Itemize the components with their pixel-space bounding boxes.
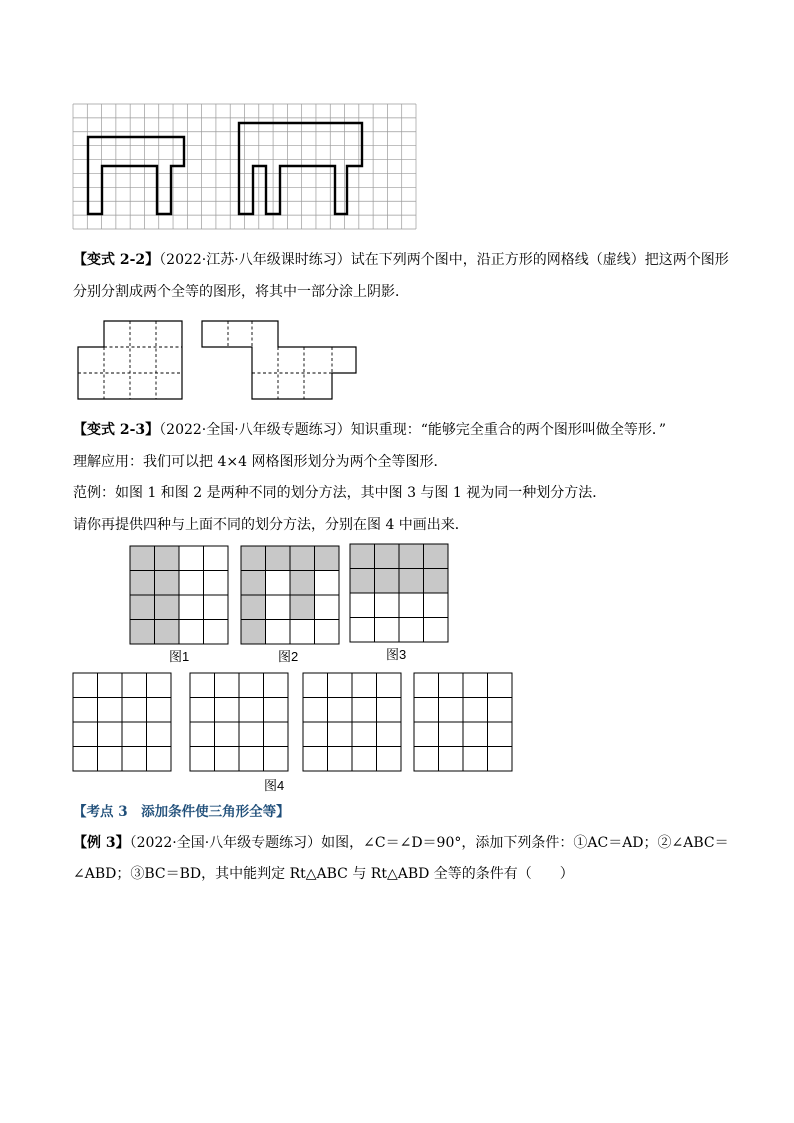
grid-cell[interactable] (488, 747, 513, 772)
grid-cell[interactable] (190, 673, 215, 698)
v23-line4: 请你再提供四种与上面不同的划分方法，分别在图 4 中画出来． (73, 517, 469, 533)
grid-cell (424, 618, 449, 643)
grid-cell[interactable] (239, 673, 264, 698)
grid-cell[interactable] (98, 673, 123, 698)
grid-cell[interactable] (463, 673, 488, 698)
grid-cell (315, 546, 340, 571)
kaodian-3-heading: 【考点 3 添加条件使三角形全等】 (73, 804, 290, 820)
figure-3-grid (349, 543, 449, 643)
grid-cell[interactable] (463, 698, 488, 723)
grid-cell (375, 618, 400, 643)
grid-cell (399, 618, 424, 643)
grid-cell (179, 546, 204, 571)
v22-text1: 试在下列两个图中，沿正方形的网格线（虚线）把这两个图形 (350, 252, 729, 268)
grid-cell (130, 620, 155, 645)
figure-4-grid-3[interactable] (302, 672, 402, 772)
grid-cell[interactable] (352, 673, 377, 698)
grid-cell (130, 595, 155, 620)
dashed-shape-left (76, 321, 184, 401)
grid-cell (179, 620, 204, 645)
grid-cell (241, 546, 266, 571)
grid-cell (424, 544, 449, 569)
grid-cell (266, 595, 291, 620)
grid-cell[interactable] (264, 673, 289, 698)
example3-text-a: 如图，∠C＝∠D＝90°，添加下列条件：①AC＝AD；②∠ABC＝ (321, 835, 729, 851)
grid-cell[interactable] (73, 698, 98, 723)
grid-cell (241, 620, 266, 645)
grid-cell[interactable] (73, 747, 98, 772)
grid-cell[interactable] (122, 698, 147, 723)
grid-cell (155, 595, 180, 620)
figure-3-caption: 图3 (386, 647, 407, 662)
grid-cell[interactable] (215, 673, 240, 698)
grid-cell[interactable] (98, 747, 123, 772)
grid-cell[interactable] (215, 722, 240, 747)
grid-cell (179, 571, 204, 596)
grid-cell (399, 569, 424, 594)
grid-cell[interactable] (215, 698, 240, 723)
grid-cell (290, 571, 315, 596)
grid-cell[interactable] (264, 698, 289, 723)
grid-cell (424, 593, 449, 618)
grid-cell[interactable] (328, 747, 353, 772)
grid-cell[interactable] (122, 673, 147, 698)
grid-cell[interactable] (98, 722, 123, 747)
grid-cell[interactable] (73, 673, 98, 698)
grid-cell (375, 544, 400, 569)
grid-cell (266, 546, 291, 571)
grid-cell (155, 546, 180, 571)
grid-cell (424, 569, 449, 594)
shape-right-outline (239, 123, 362, 214)
grid-cell[interactable] (303, 698, 328, 723)
figure-4-caption: 图4 (264, 778, 285, 793)
example3-line1 (73, 833, 729, 853)
grid-cell (350, 569, 375, 594)
grid-cell (315, 620, 340, 645)
grid-cell[interactable] (239, 747, 264, 772)
shape-left-outline (88, 137, 184, 214)
v23-line3: 范例：如图 1 和图 2 是两种不同的划分方法，其中图 3 与图 1 视为同一种划分方法． (73, 485, 607, 501)
v23-text1: 知识重现：“能够完全重合的两个图形叫做全等形．” (350, 422, 667, 438)
grid-cell[interactable] (352, 698, 377, 723)
grid-cell (241, 571, 266, 596)
grid-cell[interactable] (328, 698, 353, 723)
grid-cell[interactable] (190, 698, 215, 723)
grid-cell[interactable] (414, 673, 439, 698)
grid-cell (350, 544, 375, 569)
example3-source: （2022·全国·八年级专题练习） (129, 835, 322, 851)
grid-cell (266, 571, 291, 596)
example3-line2: ∠ABD；③BC＝BD，其中能判定 Rt△ABC 与 Rt△ABD 全等的条件有（ ） (73, 866, 574, 882)
v23-line2: 理解应用：我们可以把 4×4 网格图形划分为两个全等图形． (73, 454, 448, 470)
figure-2-grid (240, 545, 340, 645)
grid-cell[interactable] (439, 698, 464, 723)
grid-cell[interactable] (147, 722, 172, 747)
grid-cell[interactable] (147, 747, 172, 772)
v23-line1 (73, 420, 666, 440)
grid-cell (315, 571, 340, 596)
grid-cell[interactable] (98, 698, 123, 723)
grid-cell[interactable] (190, 722, 215, 747)
v23-tag: 【变式 2-3】 (73, 422, 160, 438)
grid-cell[interactable] (439, 722, 464, 747)
v22-tag: 【变式 2-2】 (73, 252, 160, 268)
v22-source: （2022·江苏·八年级课时练习） (159, 252, 351, 268)
grid-cell (155, 571, 180, 596)
grid-cell[interactable] (303, 673, 328, 698)
grid-cell[interactable] (463, 722, 488, 747)
figure-4-grid-1[interactable] (72, 672, 172, 772)
grid-cell[interactable] (352, 722, 377, 747)
grid-cell[interactable] (414, 698, 439, 723)
grid-cell[interactable] (328, 673, 353, 698)
grid-cell[interactable] (377, 698, 402, 723)
grid-cell[interactable] (122, 747, 147, 772)
grid-cell[interactable] (264, 747, 289, 772)
grid-cell[interactable] (414, 747, 439, 772)
grid-cell[interactable] (439, 673, 464, 698)
grid-cell[interactable] (488, 698, 513, 723)
grid-figure-shapes (73, 104, 418, 231)
grid-cell (204, 546, 229, 571)
v22-line2: 分别分割成两个全等的图形，将其中一部分涂上阴影． (73, 284, 409, 300)
grid-cell (375, 569, 400, 594)
grid-cell[interactable] (147, 698, 172, 723)
grid-cell[interactable] (352, 747, 377, 772)
grid-cell (350, 618, 375, 643)
grid-cell (375, 593, 400, 618)
grid-cell (130, 571, 155, 596)
grid-cell (266, 620, 291, 645)
grid-cell (399, 544, 424, 569)
grid-cell (350, 593, 375, 618)
grid-cell (204, 571, 229, 596)
grid-cell[interactable] (190, 747, 215, 772)
grid-cell (204, 595, 229, 620)
v23-source: （2022·全国·八年级专题练习） (159, 422, 351, 438)
grid-cell (290, 546, 315, 571)
grid-cell[interactable] (303, 722, 328, 747)
grid-cell[interactable] (328, 722, 353, 747)
figure-4-grid-2[interactable] (189, 672, 289, 772)
grid-cell[interactable] (239, 698, 264, 723)
grid-cell (204, 620, 229, 645)
grid-cell (290, 595, 315, 620)
grid-cell (290, 620, 315, 645)
grid-cell[interactable] (377, 673, 402, 698)
grid-cell[interactable] (264, 722, 289, 747)
grid-cell (130, 546, 155, 571)
grid-cell[interactable] (377, 747, 402, 772)
grid-cell[interactable] (147, 673, 172, 698)
example3-tag: 【例 3】 (73, 835, 130, 851)
grid-cell[interactable] (488, 722, 513, 747)
grid-cell[interactable] (488, 673, 513, 698)
grid-cell (399, 593, 424, 618)
grid-cell[interactable] (239, 722, 264, 747)
grid-cell (179, 595, 204, 620)
grid-cell[interactable] (414, 722, 439, 747)
grid-cell (241, 595, 266, 620)
v22-line1 (73, 250, 729, 270)
grid-cell[interactable] (463, 747, 488, 772)
dashed-shape-right (200, 321, 360, 401)
grid-cell[interactable] (122, 722, 147, 747)
grid-cell[interactable] (303, 747, 328, 772)
figure-4-grid-4[interactable] (413, 672, 513, 772)
grid-cell (155, 620, 180, 645)
grid-cell[interactable] (73, 722, 98, 747)
grid-cell[interactable] (439, 747, 464, 772)
grid-cell[interactable] (215, 747, 240, 772)
grid-cell (315, 595, 340, 620)
figure-1-grid (129, 545, 229, 645)
figure-2-caption: 图2 (278, 649, 299, 664)
grid-cell[interactable] (377, 722, 402, 747)
figure-1-caption: 图1 (169, 649, 190, 664)
